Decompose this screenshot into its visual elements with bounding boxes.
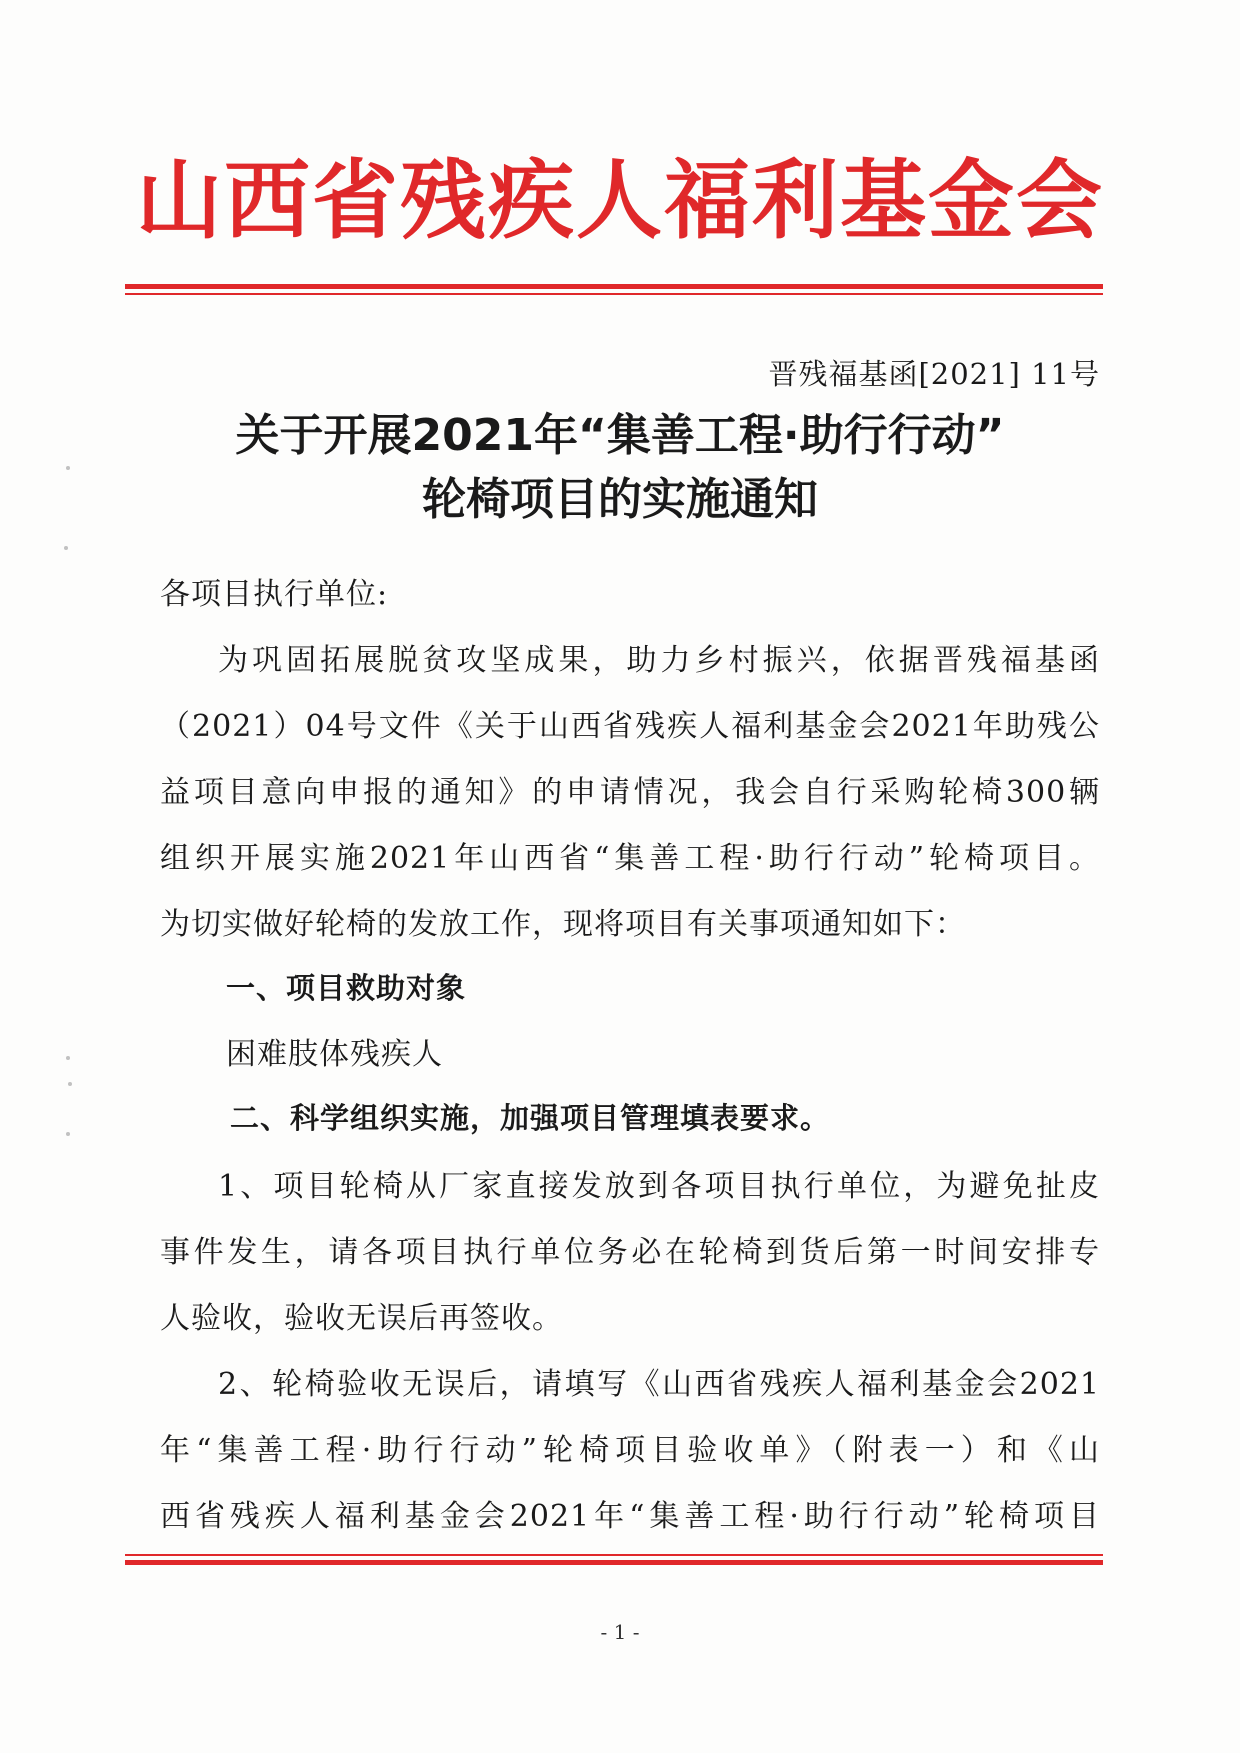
scan-speck [64,546,68,550]
section-1-heading: 一、项目救助对象 [226,971,467,1005]
letterhead-rule-thick [125,284,1103,289]
item-2-line-1: 2、轮椅验收无误后，请填写《山西省残疾人福利基金会2021 [218,1367,1100,1402]
document-number: 晋残福基函[2021] 11号 [768,357,1100,391]
page-number: - 1 - [600,1620,640,1644]
scan-speck [66,1132,70,1136]
footer-rule-thin [125,1554,1103,1556]
scan-speck [66,466,70,470]
item-1-line-3: 人验收，验收无误后再签收。 [160,1301,563,1336]
paragraph-1-line-1: 为巩固拓展脱贫攻坚成果，助力乡村振兴，依据晋残福基函 [218,643,1100,678]
scan-speck [66,1056,70,1060]
paragraph-1-line-5: 为切实做好轮椅的发放工作，现将项目有关事项通知如下： [160,907,966,942]
item-1-line-2: 事件发生，请各项目执行单位务必在轮椅到货后第一时间安排专 [160,1235,1100,1270]
section-2-heading: 二、科学组织实施，加强项目管理填表要求。 [230,1101,831,1135]
scan-speck [68,1082,72,1086]
document-title-line-2: 轮椅项目的实施通知 [422,474,818,525]
letterhead-rule-thin [125,293,1103,295]
item-2-line-3: 西省残疾人福利基金会2021年“集善工程·助行行动”轮椅项目 [160,1499,1100,1534]
salutation: 各项目执行单位: [160,577,389,612]
paragraph-1-line-3: 益项目意向申报的通知》的申请情况，我会自行采购轮椅300辆 [160,775,1100,810]
paragraph-1-line-4: 组织开展实施2021年山西省“集善工程·助行行动”轮椅项目。 [160,841,1100,876]
item-1-line-1: 1、项目轮椅从厂家直接发放到各项目执行单位，为避免扯皮 [218,1169,1100,1204]
item-2-line-2: 年“集善工程·助行行动”轮椅项目验收单》（附表一）和《山 [160,1433,1100,1468]
paragraph-1-line-2: （2021）04号文件《关于山西省残疾人福利基金会2021年助残公 [160,709,1100,744]
document-title-line-1: 关于开展2021年“集善工程·助行行动” [235,410,1005,461]
letterhead-org-name: 山西省残疾人福利基金会 [136,150,1104,251]
section-1-body: 困难肢体残疾人 [226,1037,443,1072]
footer-rule-thick [125,1560,1103,1565]
